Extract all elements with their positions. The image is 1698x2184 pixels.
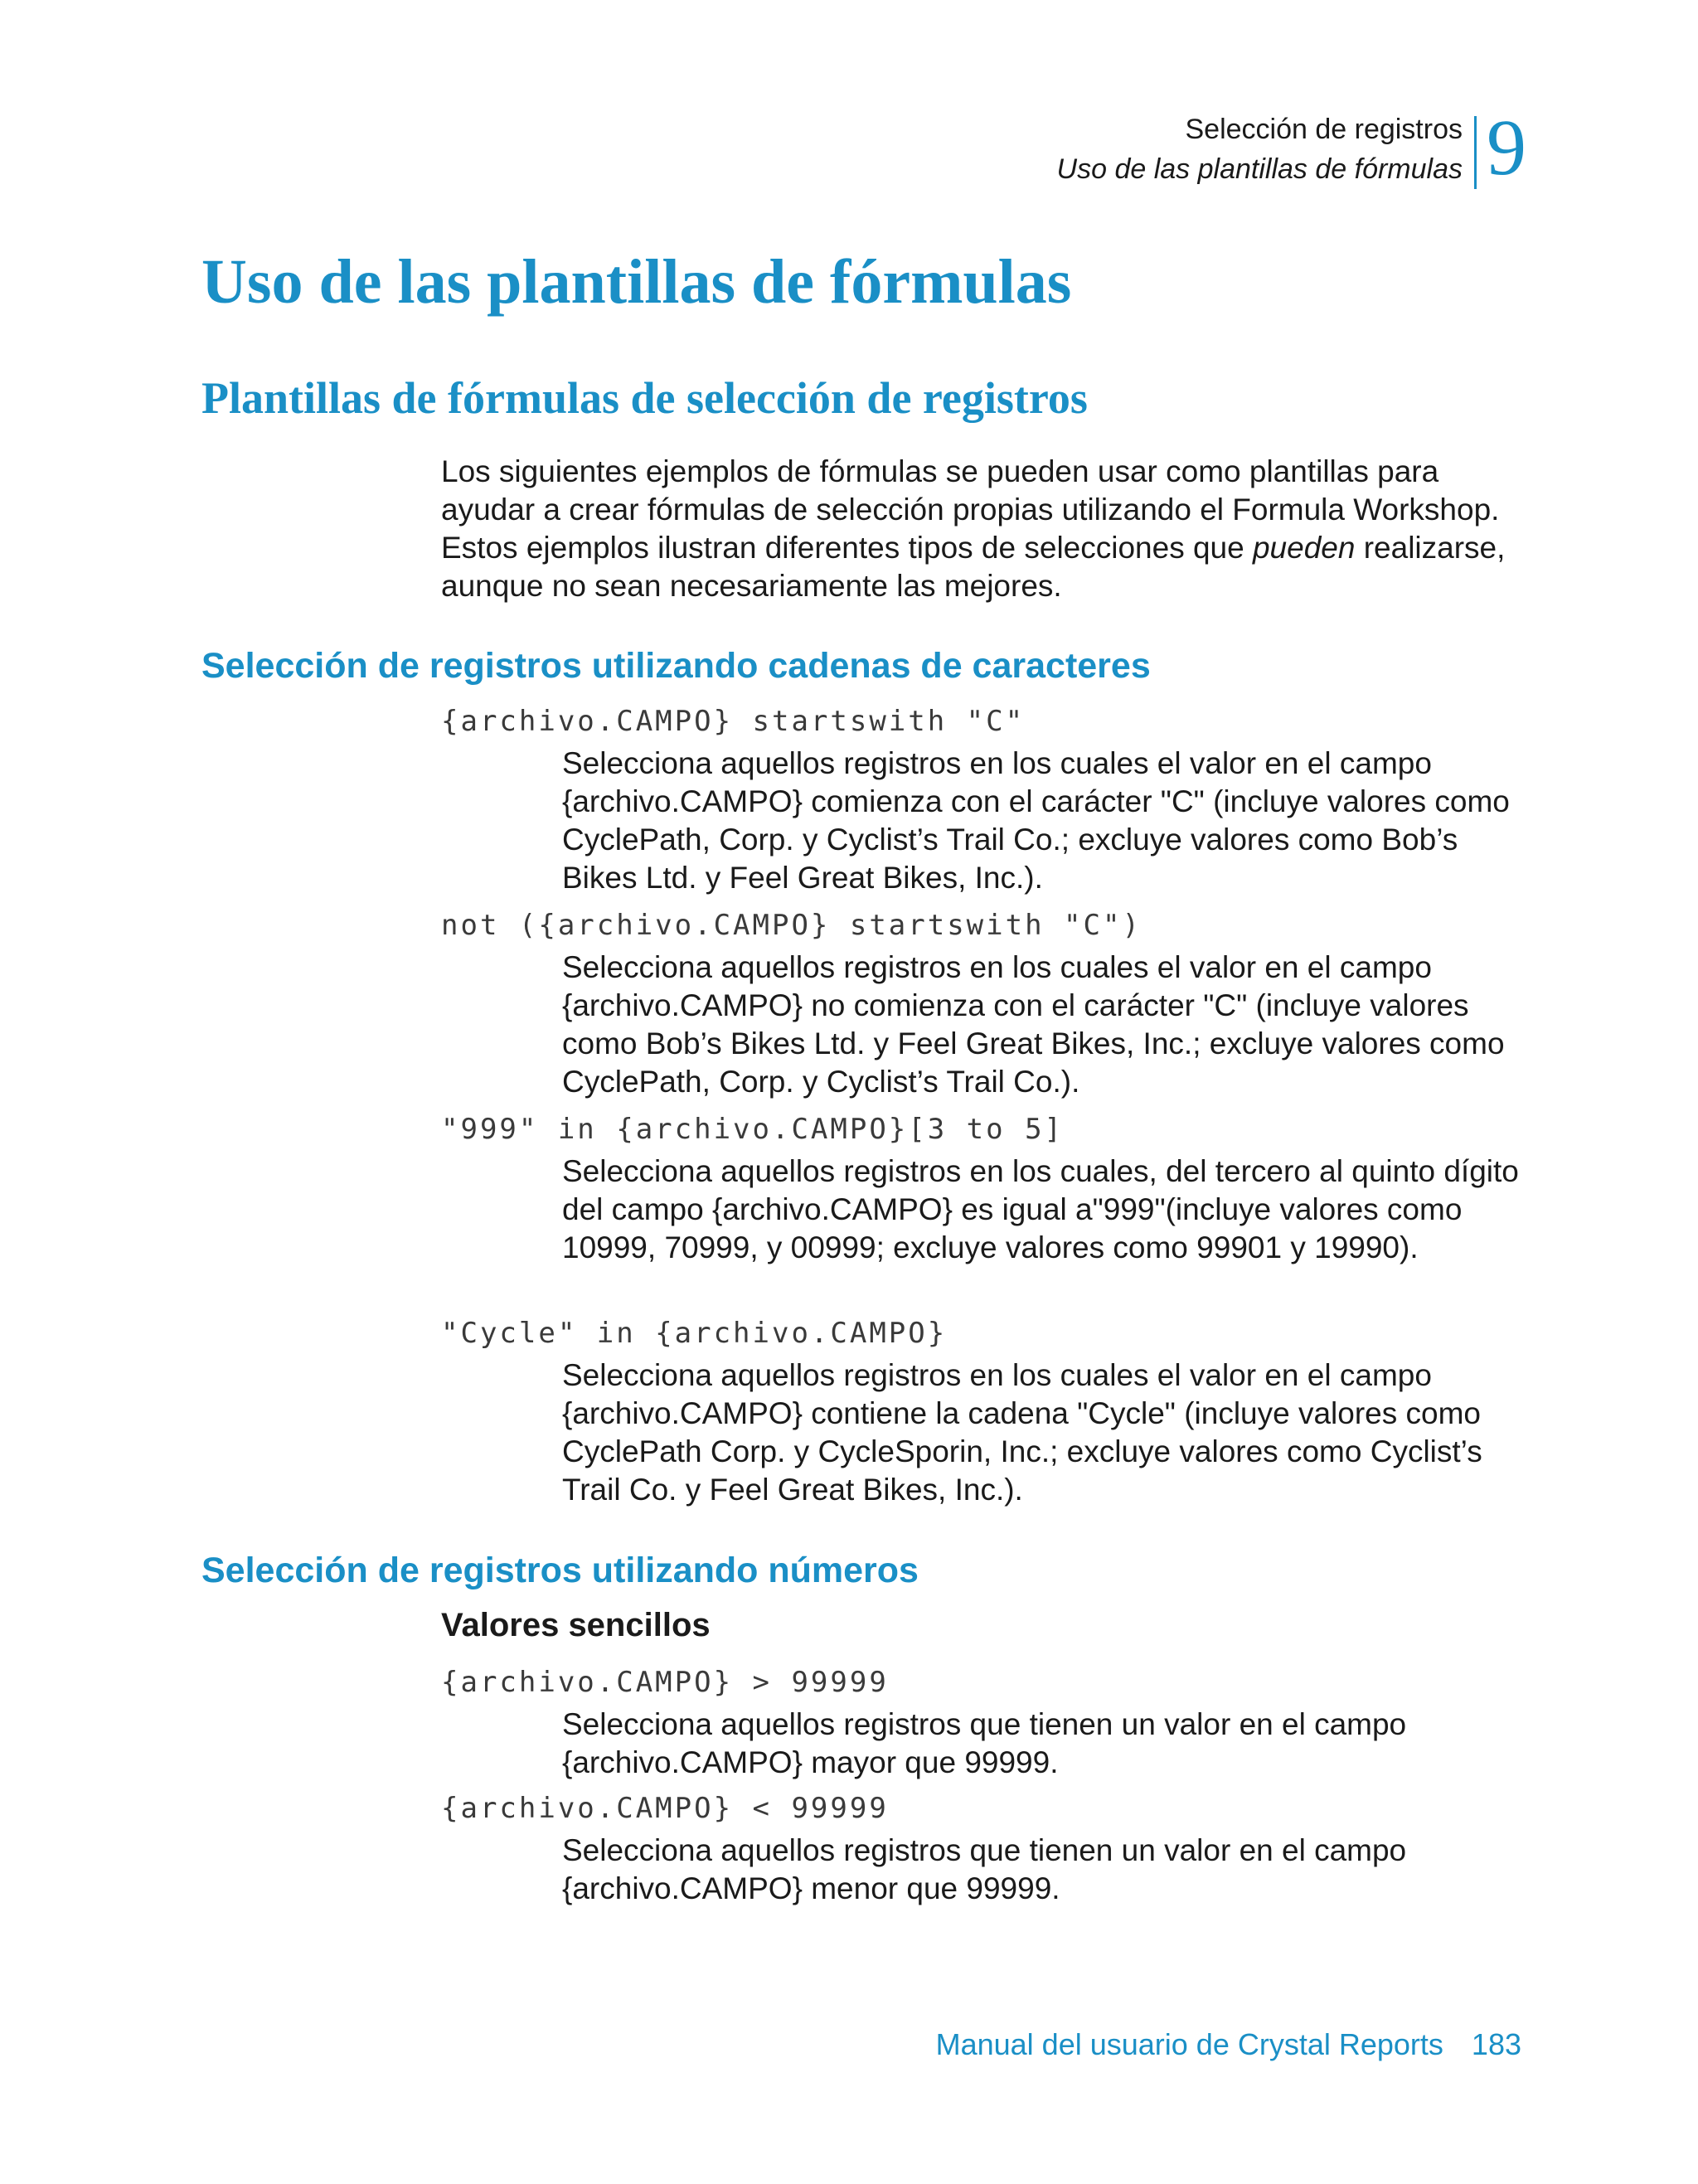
code-not-startswith: not ({archivo.CAMPO} startswith "C")	[441, 909, 1142, 942]
page-title: Uso de las plantillas de fórmulas	[201, 247, 1072, 317]
numbers-heading: Selección de registros utilizando números	[201, 1551, 919, 1590]
strings-heading: Selección de registros utilizando cadenas de caracteres	[201, 646, 1151, 686]
chapter-number: 9	[1487, 103, 1526, 192]
running-header-subsection: Uso de las plantillas de fórmulas	[1056, 153, 1463, 185]
intro-paragraph	[441, 453, 1519, 605]
simple-values-heading: Valores sencillos	[441, 1607, 711, 1643]
desc-not-startswith: Selecciona aquellos registros en los cuales el valor en el campo {archivo.CAMPO} no comienza con el carácter "C" (incluye valores como Bob’s Bikes Ltd. y Feel Great Bikes, Inc.; excluye valores como CyclePath, Corp. y Cyclist’s Trail Co.).	[562, 950, 1505, 1099]
code-contains: "Cycle" in {archivo.CAMPO}	[441, 1317, 948, 1350]
intro-text-start: Los siguientes ejemplos de fórmulas se pueden usar como plantillas para ayudar a crear fórmulas de selección propias utilizando el Formula Workshop. Estos ejemplos ilustran diferentes tipos de selecciones que	[441, 454, 1500, 565]
desc-contains: Selecciona aquellos registros en los cuales el valor en el campo {archivo.CAMPO} contiene la cadena "Cycle" (incluye valores como CyclePath Corp. y CycleSporin, Inc.; excluye valores como Cyclist’s Trail Co. y Feel Great Bikes, Inc.).	[562, 1358, 1482, 1507]
manual-title: Manual del usuario de Crystal Reports	[935, 2027, 1443, 2061]
page-footer	[936, 2025, 1521, 2065]
section-title: Plantillas de fórmulas de selección de registros	[201, 373, 1088, 423]
code-startswith: {archivo.CAMPO} startswith "C"	[441, 705, 1026, 738]
code-less-than: {archivo.CAMPO} < 99999	[441, 1792, 889, 1825]
code-greater-than: {archivo.CAMPO} > 99999	[441, 1666, 889, 1699]
running-header-section: Selección de registros	[1185, 114, 1463, 145]
running-header-text	[1057, 106, 1474, 189]
running-header-divider	[1474, 116, 1477, 189]
intro-text-end: realizarse, aunque no sean necesariamente las mejores.	[441, 531, 1506, 603]
code-in-range: "999" in {archivo.CAMPO}[3 to 5]	[441, 1113, 1065, 1146]
desc-greater-than: Selecciona aquellos registros que tienen un valor en el campo {archivo.CAMPO} mayor que 99999.	[562, 1707, 1407, 1779]
desc-less-than: Selecciona aquellos registros que tienen un valor en el campo {archivo.CAMPO} menor que 99999.	[562, 1833, 1407, 1905]
running-header	[1056, 103, 1526, 192]
desc-startswith: Selecciona aquellos registros en los cuales el valor en el campo {archivo.CAMPO} comienza con el carácter "C" (incluye valores como CyclePath, Corp. y Cyclist’s Trail Co.; excluye valores como Bob’s Bikes Ltd. y Feel Great Bikes, Inc.).	[562, 746, 1510, 895]
intro-emphasis: pueden	[1252, 531, 1356, 565]
desc-in-range: Selecciona aquellos registros en los cuales, del tercero al quinto dígito del campo {archivo.CAMPO} es igual a"999"(incluye valores como 10999, 70999, y 00999; excluye valores como 99901 y 19990).	[562, 1154, 1519, 1264]
page-number: 183	[1471, 2027, 1521, 2061]
